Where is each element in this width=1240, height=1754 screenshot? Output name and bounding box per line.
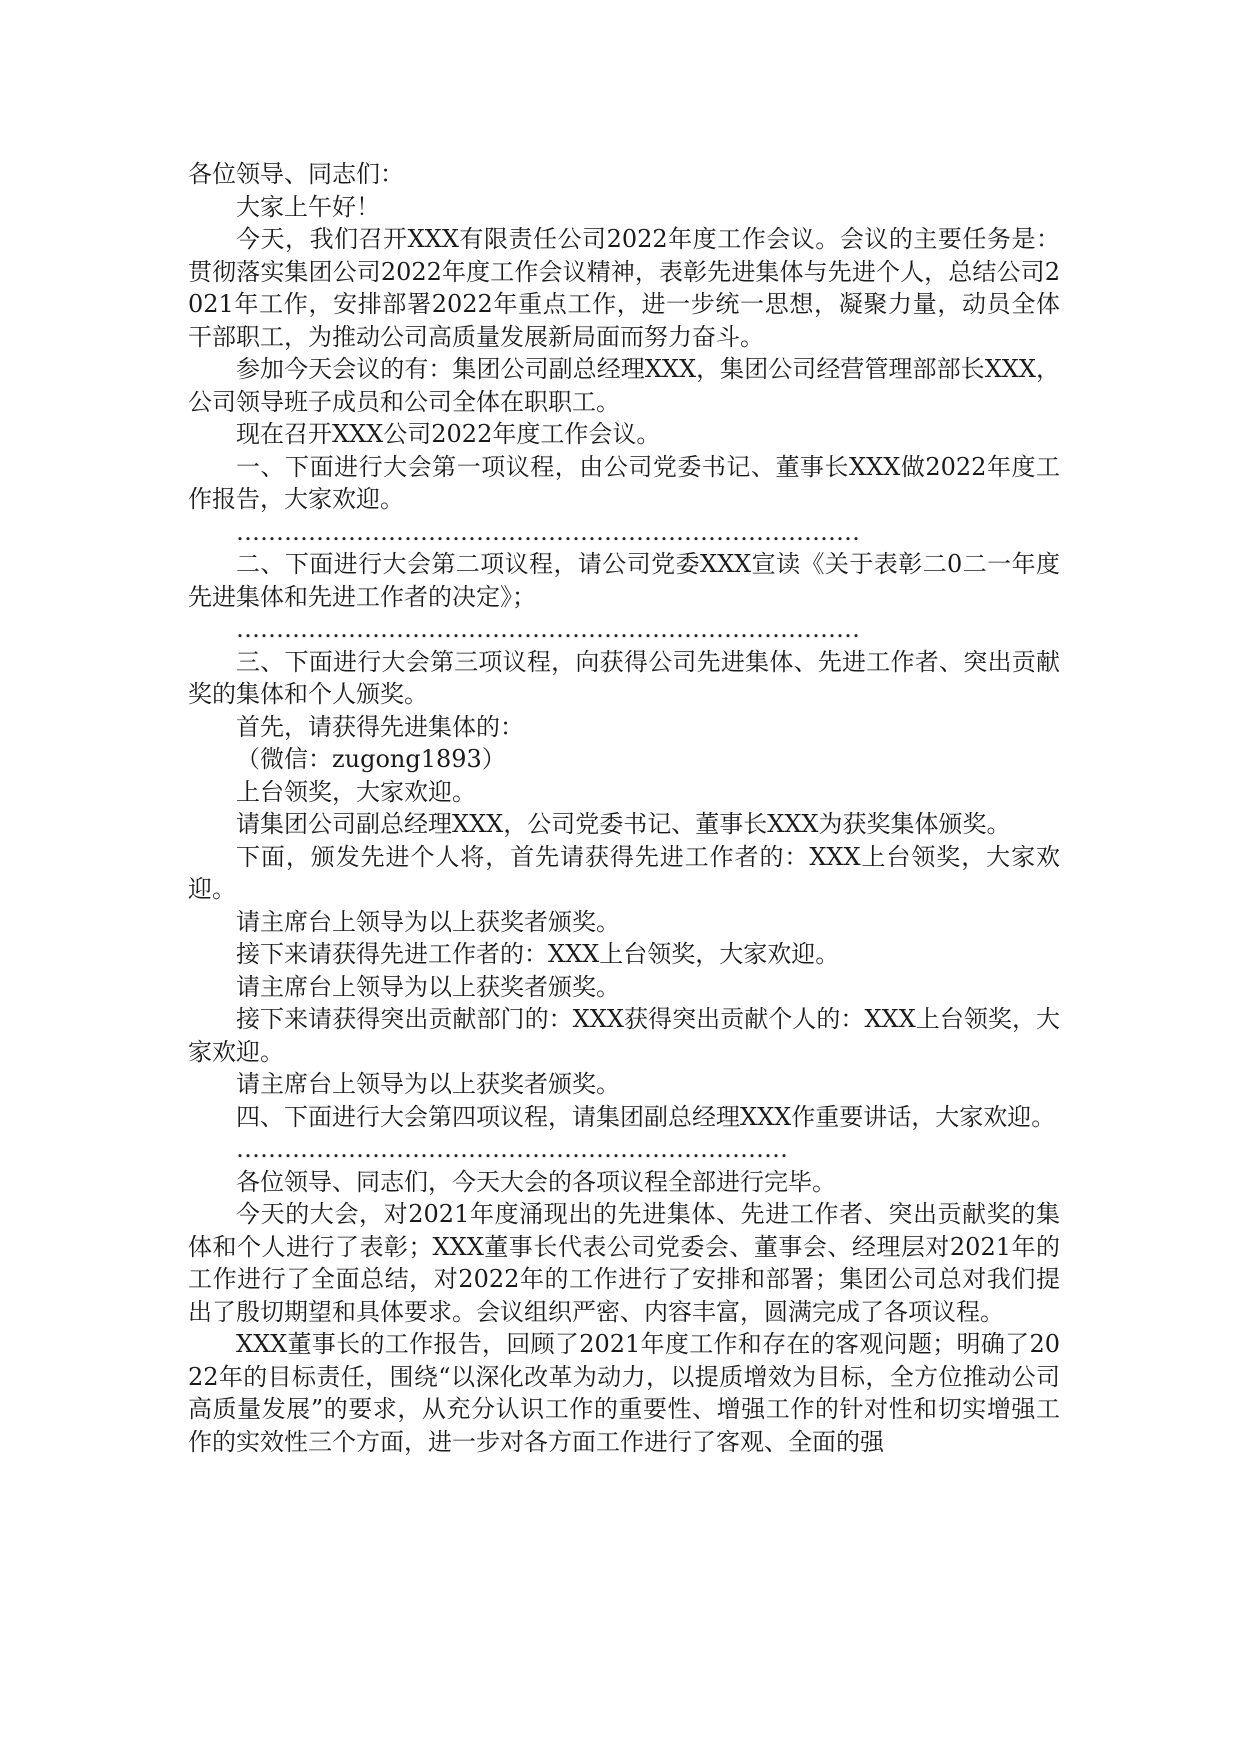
meeting-start: 现在召开XXX公司2022年度工作会议。	[236, 420, 661, 448]
award-contribution-stage: 接下来请获得突出贡献部门的：XXX获得突出贡献个人的：XXX上台领奖，大家欢迎。	[188, 1005, 1060, 1066]
meeting-summary: 今天的大会，对2021年度涌现出的先进集体、先进工作者、突出贡献奖的集体和个人进行了表彰；XXX董事长代表公司党委会、董事会、经理层对2021年的工作进行了全面总结，对2022年的工作进行了安排和部署；集团公司总对我们提出了殷切期望和具体要求。会议组织严密、内容丰富，圆满完成了各项议程。	[188, 1200, 1060, 1326]
ellipsis-separator: ……………………………………………………………………	[236, 615, 860, 643]
award-group-stage: 上台领奖，大家欢迎。	[236, 777, 476, 806]
award-presentation: 请主席台上领导为以上获奖者颁奖。	[236, 1070, 620, 1098]
award-presentation: 请主席台上领导为以上获奖者颁奖。	[236, 907, 620, 936]
agenda-item-4: 四、下面进行大会第四项议程，请集团副总经理XXX作重要讲话，大家欢迎。	[236, 1102, 1056, 1131]
ellipsis-separator: ……………………………………………………………………	[236, 517, 860, 546]
opening-paragraph: 今天，我们召开XXX有限责任公司2022年度工作会议。会议的主要任务是：贯彻落实集团公司2022年度工作会议精神，表彰先进集体与先进个人，总结公司2021年工作，安排部署2022年重点工作，进一步统一思想，凝聚力量，动员全体干部职工，为推动公司高质量发展新局面而努力奋斗。	[188, 225, 1060, 351]
award-individual-intro: 下面，颁发先进个人将，首先请获得先进工作者的：XXX上台领奖，大家欢迎。	[188, 842, 1060, 903]
salutation: 各位领导、同志们：	[188, 160, 404, 188]
ellipsis-separator: ……………………………………………………………	[236, 1135, 788, 1163]
agenda-item-1: 一、下面进行大会第一项议程，由公司党委书记、董事长XXX做2022年度工作报告，大家欢迎。	[188, 452, 1060, 513]
agenda-item-3: 三、下面进行大会第三项议程，向获得公司先进集体、先进工作者、突出贡献奖的集体和个人颁奖。	[188, 647, 1060, 708]
agenda-complete: 各位领导、同志们，今天大会的各项议程全部进行完毕。	[236, 1167, 836, 1196]
award-worker-stage: 接下来请获得先进工作者的：XXX上台领奖，大家欢迎。	[236, 940, 840, 968]
wechat-note: （微信：zugong1893）	[236, 745, 506, 773]
report-review: XXX董事长的工作报告，回顾了2021年度工作和存在的客观问题；明确了2022年的目标责任，围绕“以深化改革为动力，以提质增效为目标，全方位推动公司高质量发展”的要求，从充分认识工作的重要性、增强工作的针对性和切实增强工作的实效性三个方面，进一步对各方面工作进行了客观、全面的强	[188, 1330, 1060, 1456]
greeting: 大家上午好！	[236, 192, 380, 221]
award-group-intro: 首先，请获得先进集体的：	[236, 712, 524, 741]
attendees-paragraph: 参加今天会议的有：集团公司副总经理XXX，集团公司经营管理部部长XXX，公司领导班子成员和公司全体在职职工。	[188, 355, 1060, 416]
agenda-item-2: 二、下面进行大会第二项议程，请公司党委XXX宣读《关于表彰二0二一年度先进集体和先进工作者的决定》；	[188, 550, 1060, 611]
award-group-presenters: 请集团公司副总经理XXX，公司党委书记、董事长XXX为获奖集体颁奖。	[236, 810, 1011, 838]
award-presentation: 请主席台上领导为以上获奖者颁奖。	[236, 972, 620, 1001]
document-page	[188, 158, 1060, 1718]
